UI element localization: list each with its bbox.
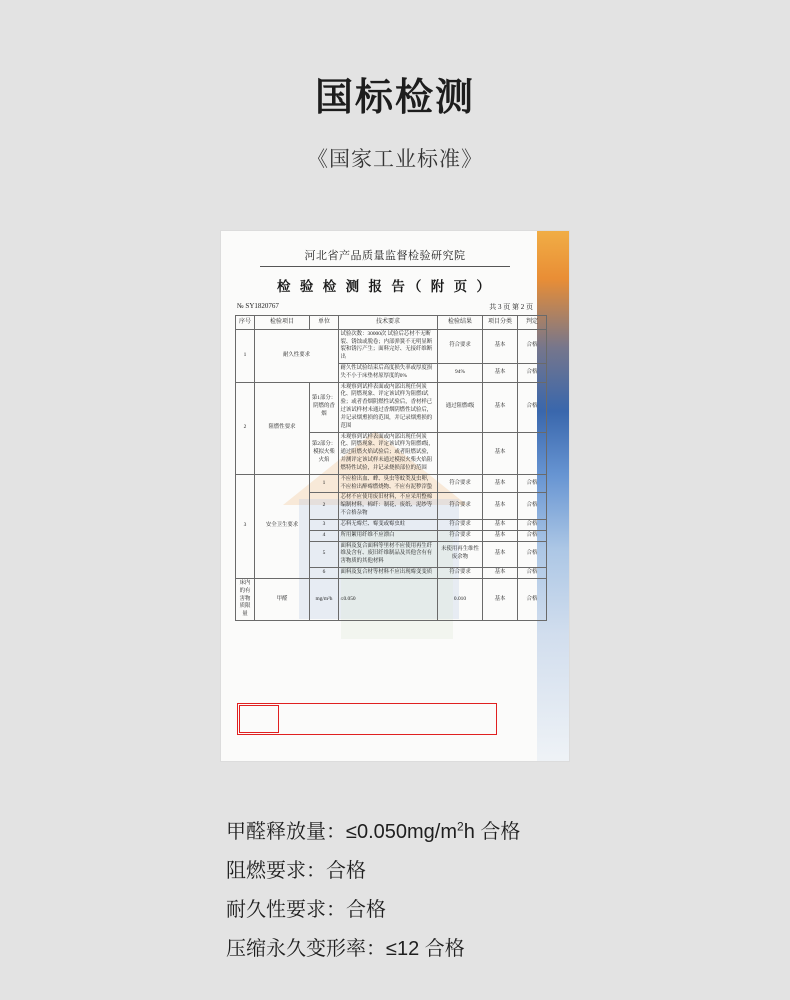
summary-superscript: 2	[457, 819, 464, 834]
cell-unit: mg/m²h	[310, 578, 339, 620]
col-header-result: 检验结果	[438, 316, 483, 330]
cell-result: 符合要求	[438, 519, 483, 530]
cell-tech: 试验次数：30000次 试验后芯材不无断裂、锈蚀或脱卷；内部弹簧不无明显断裂和锈污产生；面料完好、无接纤维断出	[339, 329, 438, 363]
report-number: № SY1820767	[237, 302, 279, 310]
cell-verdict: 合格	[518, 474, 547, 493]
col-header-tech: 技术要求	[339, 316, 438, 330]
cell-class: 基本	[483, 382, 518, 432]
cell-result: 94%	[438, 364, 483, 383]
col-header-verdict: 判定	[518, 316, 547, 330]
cell-tech: 面料及复合面料等里材不应使用再生纤维及含有、废旧纤维制品及其他含有有害物质的其他材料	[339, 541, 438, 567]
cell-class: 基本	[483, 541, 518, 567]
cell-result	[438, 432, 483, 474]
cell-result: 符合要求	[438, 568, 483, 579]
summary-value: 合格	[326, 860, 366, 882]
cell-result: 0.010	[438, 578, 483, 620]
cell-class: 基本	[483, 474, 518, 493]
cell-verdict: 合格	[518, 519, 547, 530]
cell-result: 通过阻燃Ⅰ级	[438, 382, 483, 432]
cell-tech: 未观察到试样表面或内部出现任何炭化、阴燃现象、评定该试样为阻燃Ⅰ试验；或者香烟阴燃性试验后，香材样已过该试样材未通过香烟阴燃性试验后，并记录烟熏损的范围，并记录烟熏损的范围	[339, 382, 438, 432]
report-table	[235, 315, 547, 621]
cell-item: 安全卫生要求	[255, 474, 310, 578]
cell-class: 基本	[483, 530, 518, 541]
cell-unit: 6	[310, 568, 339, 579]
cell-tech: 不应检出血、蜱、臭虫等蚊类及虫卵，不应检出醉霉燃烧物、不应有泥秽滓蛰	[339, 474, 438, 493]
summary-value: 合格	[346, 899, 386, 921]
cell-result: 符合要求	[438, 493, 483, 519]
cell-class: 基本	[483, 329, 518, 363]
cell-class: 基本	[483, 432, 518, 474]
summary-label: 压缩永久变形率：	[226, 938, 386, 960]
cell-item: 阻燃性要求	[255, 382, 310, 474]
summary-label: 阻燃要求：	[226, 860, 326, 882]
cell-subitem: 第2部分：模拟火柴火焰	[310, 432, 339, 474]
col-header-unit: 单位	[310, 316, 339, 330]
certificate-meta	[235, 302, 535, 312]
cell-class: 基本	[483, 568, 518, 579]
summary-label: 耐久性要求：	[226, 899, 346, 921]
page-title: 国标检测	[314, 77, 475, 119]
cell-tech: 未观察到试样表面或内部出现任何炭化、阴燃现象、评定该试样为阻燃Ⅰ级，通过阻燃火焰试验后；或者阻燃试验，并测评定该试样未通过模拟火柴火焰阻燃特性试验，并记录烧损部位的范围	[339, 432, 438, 474]
cell-verdict: 合格	[518, 382, 547, 432]
table-header-row	[236, 316, 547, 330]
col-header-item: 检验项目	[255, 316, 310, 330]
summary-item-compression-set	[226, 930, 574, 969]
cell-index: 1	[236, 329, 255, 382]
cell-verdict: 合格	[518, 568, 547, 579]
highlight-box-hazard-label	[239, 705, 279, 733]
summary-item-durability	[226, 891, 574, 930]
issuing-organization: 河北省产品质量监督检验研究院	[260, 247, 510, 267]
summary-label: 甲醛释放量：	[226, 821, 346, 843]
cell-item: 耐久性要求	[255, 329, 339, 382]
cell-verdict: 合格	[518, 541, 547, 567]
cell-result: 符合要求	[438, 530, 483, 541]
table-row	[236, 474, 547, 493]
summary-value: ≤12 合格	[386, 938, 465, 960]
summary-item-flame-retardant	[226, 852, 574, 891]
cell-unit: 3	[310, 519, 339, 530]
cell-verdict	[518, 432, 547, 474]
page-info: 共 3 页 第 2 页	[489, 303, 533, 311]
cell-unit: 5	[310, 541, 339, 567]
cell-verdict: 合格	[518, 364, 547, 383]
summary-value-suffix: h 合格	[463, 821, 521, 843]
cell-result: 符合要求	[438, 474, 483, 493]
cell-verdict: 合格	[518, 329, 547, 363]
table-row-formaldehyde	[236, 578, 547, 620]
cell-tech: 芯材不应使用废旧材料，不应采用整棉编制材料，棉纤：制花、废纸、泥纱等不合格杂物	[339, 493, 438, 519]
cell-item-hazard: 床内的有害物质限量	[236, 578, 255, 620]
summary-list	[226, 813, 574, 969]
page-subtitle: 《国家工业标准》	[307, 148, 483, 171]
cell-subitem: 第1部分：阴燃的香烟	[310, 382, 339, 432]
table-row	[236, 382, 547, 432]
cell-class: 基本	[483, 493, 518, 519]
cell-tech: ≤0.050	[339, 578, 438, 620]
cell-unit: 1	[310, 474, 339, 493]
certificate-content	[221, 231, 569, 631]
cell-result: 未使用再生维性废余物	[438, 541, 483, 567]
table-row	[236, 329, 547, 363]
cell-index: 3	[236, 474, 255, 578]
summary-item-formaldehyde	[226, 813, 574, 852]
col-header-class: 项目分类	[483, 316, 518, 330]
cell-unit: 2	[310, 493, 339, 519]
summary-value: ≤0.050mg/m	[346, 821, 458, 843]
cell-index: 2	[236, 382, 255, 474]
certificate-title: 检 验 检 测 报 告（ 附 页 ）	[277, 279, 493, 294]
cell-tech: 面料及复合材等材料不应出现霉变变质	[339, 568, 438, 579]
cell-subitem-formaldehyde: 甲醛	[255, 578, 310, 620]
cell-tech: 所用絮用纤维不应漂白	[339, 530, 438, 541]
col-header-index: 序号	[236, 316, 255, 330]
cell-class: 基本	[483, 364, 518, 383]
cell-verdict: 合格	[518, 530, 547, 541]
cell-unit: 4	[310, 530, 339, 541]
cell-tech: 耐久性试验结束后高度损失率或厚度损失不小于床垫材原厚度的0%	[339, 364, 438, 383]
highlight-box-formaldehyde-row	[237, 703, 497, 735]
cell-tech: 芯料无霉烂、霉变或霉虫蛀	[339, 519, 438, 530]
cell-class: 基本	[483, 578, 518, 620]
cell-class: 基本	[483, 519, 518, 530]
cell-result: 符合要求	[438, 329, 483, 363]
cell-verdict: 合格	[518, 578, 547, 620]
cell-verdict: 合格	[518, 493, 547, 519]
certificate-image	[221, 231, 569, 761]
